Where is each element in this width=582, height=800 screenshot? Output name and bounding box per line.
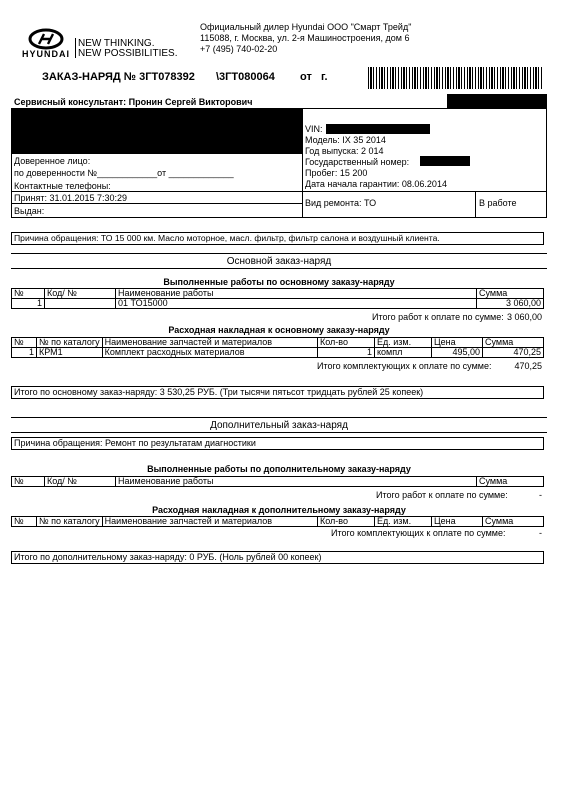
vin: VIN: — [305, 124, 323, 134]
col-no: № — [12, 289, 45, 299]
additional-works-total: - — [539, 490, 542, 500]
col-sum: Сумма — [477, 289, 544, 299]
brand-name: HYUNDAI — [21, 49, 70, 59]
main-works-total: 3 060,00 — [506, 312, 542, 322]
warranty-date: Дата начала гарантии: 08.06.2014 — [305, 179, 447, 189]
order-title: ЗАКАЗ-НАРЯД № 3ГТ078392 — [42, 71, 195, 83]
additional-parts-table — [11, 516, 544, 527]
slogan-line1: NEW THINKING. — [78, 38, 155, 49]
cell-part-name: Комплект расходных материалов — [102, 348, 317, 358]
proxy-label: Доверенное лицо: — [14, 156, 91, 166]
hyundai-logo — [18, 28, 74, 60]
col-part-name: Наименование запчастей и материалов — [102, 338, 317, 348]
vehicle-plate: Государственный номер: — [305, 157, 410, 167]
dealer-address: 115088, г. Москва, ул. 2-я Машиностроения, дом 6 — [200, 33, 410, 43]
additional-section-title: Дополнительный заказ-наряд — [210, 420, 348, 431]
col-sum: Сумма — [483, 517, 544, 527]
vehicle-year: Год выпуска: 2 014 — [305, 146, 384, 156]
additional-parts-total-label: Итого комплектующих к оплате по сумме: — [331, 528, 506, 538]
cell-unit: компл — [375, 348, 432, 358]
col-no: № — [12, 477, 45, 487]
redacted-block — [447, 94, 547, 108]
redacted-plate — [420, 156, 470, 166]
col-qty: Кол-во — [318, 338, 375, 348]
main-reason: Причина обращения: ТО 15 000 км. Масло моторное, масл. фильтр, фильтр салона и воздушный клиента. — [14, 233, 440, 243]
cell-qty: 1 — [318, 348, 375, 358]
additional-works-title: Выполненные работы по дополнительному заказу-наряду — [147, 464, 411, 474]
additional-works-table — [11, 476, 544, 487]
cell-code — [45, 299, 116, 309]
cell-sum: 470,25 — [483, 348, 544, 358]
cell-price: 495,00 — [432, 348, 483, 358]
dealer-phone: +7 (495) 740-02-20 — [200, 44, 278, 54]
main-parts-total-label: Итого комплектующих к оплате по сумме: — [317, 361, 492, 371]
cell-work-name: 01 ТО15000 — [116, 299, 477, 309]
main-grand-total: Итого по основному заказ-наряду: 3 530,25 РУБ. (Три тысячи пятьсот тридцать рублей 25 копеек) — [14, 387, 424, 397]
main-section-title: Основной заказ-наряд — [226, 256, 332, 267]
table-row — [12, 348, 544, 358]
vehicle-mileage: Пробег: 15 200 — [305, 168, 368, 178]
additional-reason: Причина обращения: Ремонт по результатам диагностики — [14, 438, 256, 448]
col-no: № — [12, 517, 37, 527]
col-catalog: № по каталогу — [37, 517, 103, 527]
cell-sum: 3 060,00 — [477, 299, 544, 309]
main-parts-table — [11, 337, 544, 358]
col-price: Цена — [432, 517, 483, 527]
main-works-title: Выполненные работы по основному заказу-наряду — [163, 277, 395, 287]
vehicle-model: Модель: IX 35 2014 — [305, 135, 386, 145]
additional-grand-total: Итого по дополнительному заказ-наряду: 0 РУБ. (Ноль рублей 00 копеек) — [14, 552, 322, 562]
col-part-name: Наименование запчастей и материалов — [102, 517, 317, 527]
col-price: Цена — [432, 338, 483, 348]
col-unit: Ед. изм. — [375, 517, 432, 527]
col-no: № — [12, 338, 37, 348]
cell-catalog: КРМ1 — [37, 348, 103, 358]
consultant: Сервисный консультант: Пронин Сергей Викторович — [14, 97, 253, 107]
contact-phones: Контактные телефоны: — [14, 181, 111, 191]
proxy-number: по доверенности №____________от _____________ — [14, 168, 234, 178]
cell-no: 1 — [12, 348, 37, 358]
repair-type: Вид ремонта: ТО — [305, 198, 377, 208]
col-code: Код/ № — [45, 289, 116, 299]
main-works-total-label: Итого работ к оплате по сумме: — [372, 312, 504, 322]
order-second-number: \3ГТ080064 — [216, 71, 275, 83]
accepted-date: Принят: 31.01.2015 7:30:29 — [14, 193, 128, 203]
col-catalog: № по каталогу — [37, 338, 103, 348]
additional-works-total-label: Итого работ к оплате по сумме: — [376, 490, 508, 500]
col-work-name: Наименование работы — [116, 477, 477, 487]
order-status: В работе — [479, 198, 517, 208]
col-work-name: Наименование работы — [116, 289, 477, 299]
table-row — [12, 299, 544, 309]
additional-parts-title: Расходная накладная к дополнительному заказу-наряду — [152, 505, 406, 515]
col-sum: Сумма — [483, 338, 544, 348]
order-date: от г. — [300, 71, 328, 83]
issued-date: Выдан: — [14, 206, 45, 216]
redacted-client — [12, 109, 302, 154]
col-unit: Ед. изм. — [375, 338, 432, 348]
barcode — [368, 67, 544, 89]
main-works-table — [11, 288, 544, 309]
additional-parts-total: - — [539, 528, 542, 538]
col-code: Код/ № — [45, 477, 116, 487]
slogan-line2: NEW POSSIBILITIES. — [78, 48, 178, 59]
main-parts-total: 470,25 — [514, 361, 542, 371]
dealer-name: Официальный дилер Hyundai ООО "Смарт Трейд" — [200, 22, 412, 32]
col-sum: Сумма — [477, 477, 544, 487]
redacted-vin — [326, 124, 430, 134]
main-parts-title: Расходная накладная к основному заказу-наряду — [168, 325, 390, 335]
cell-no: 1 — [12, 299, 45, 309]
col-qty: Кол-во — [318, 517, 375, 527]
